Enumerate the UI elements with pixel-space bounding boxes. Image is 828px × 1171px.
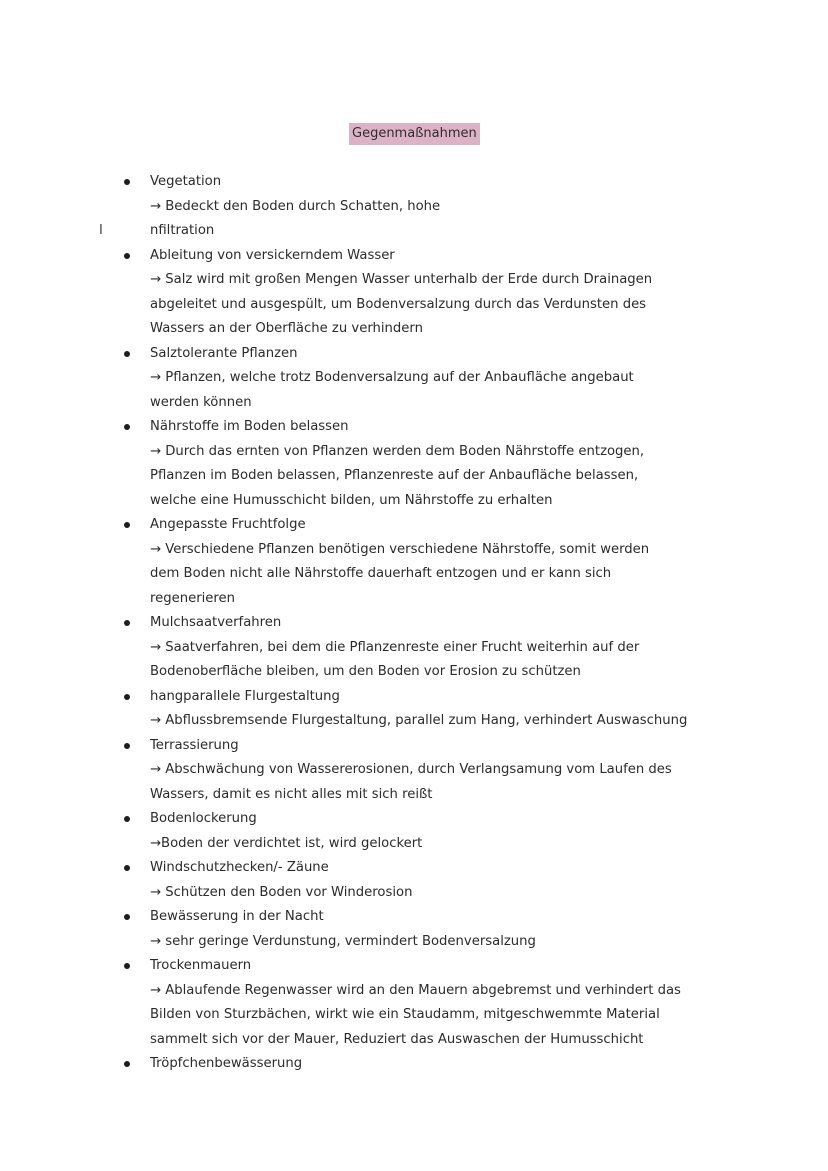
list-item [150, 807, 750, 856]
list-item-text: → sehr geringe Verdunstung, vermindert Bodenversalzung [150, 933, 536, 949]
bullet-icon [124, 179, 130, 185]
list-item-text: → Abschwächung von Wassererosionen, durch Verlangsamung vom Laufen des [150, 762, 672, 777]
list-item-heading: Angepasste Fruchtfolge [150, 517, 306, 532]
list-item-text: abgeleitet und ausgespült, um Bodenversalzung durch das Verdunsten des [150, 296, 647, 312]
list-item-text: → Ablaufende Regenwasser wird an den Mauern abgebremst und verhindert das [150, 982, 681, 998]
list-item-text: → Schützen den Boden vor Winderosion [150, 884, 413, 900]
page-title: Gegenmaßnahmen [349, 123, 480, 145]
list-item [150, 342, 750, 416]
bullet-icon [124, 351, 130, 357]
list-item [150, 244, 750, 342]
bullet-icon [124, 1061, 130, 1067]
list-item-text: → Durch das ernten von Pflanzen werden dem Boden Nährstoffe entzogen, [150, 443, 645, 459]
list-item [150, 513, 750, 611]
list-item-heading: Mulchsaatverfahren [150, 615, 282, 630]
bullet-icon [124, 620, 130, 626]
list-item-heading: Nährstoffe im Boden belassen [150, 419, 349, 434]
list-item-text: werden können [150, 394, 252, 410]
list-item [150, 905, 750, 954]
bullet-icon [124, 816, 130, 822]
bullet-icon [124, 522, 130, 528]
list-item-text: →Boden der verdichtet ist, wird gelockert [150, 835, 423, 851]
list-item-text: → Verschiedene Pflanzen benötigen verschiedene Nährstoffe, somit werden [150, 541, 650, 557]
list-item-heading: Terrassierung [150, 737, 239, 753]
list-item [150, 734, 750, 808]
list-item-heading: Bewässerung in der Nacht [150, 909, 324, 924]
bullet-icon [124, 743, 130, 749]
list-item-text: → Bedeckt den Boden durch Schatten, hohe [150, 198, 441, 214]
list-item-text: welche eine Humusschicht bilden, um Nährstoffe zu erhalten [150, 492, 553, 508]
bullet-icon [124, 253, 130, 259]
margin-mark: I [99, 223, 103, 238]
measures-list [150, 170, 750, 1077]
list-item [150, 1052, 750, 1077]
list-item-heading: Windschutzhecken/- Zäune [150, 860, 329, 875]
list-item-text: → Saatverfahren, bei dem die Pflanzenreste einer Frucht weiterhin auf der [150, 639, 640, 655]
list-item-text: dem Boden nicht alle Nährstoffe dauerhaft entzogen und er kann sich [150, 566, 612, 581]
bullet-icon [124, 424, 130, 430]
list-item-heading: Vegetation [150, 174, 222, 189]
list-item-text: → Salz wird mit großen Mengen Wasser unterhalb der Erde durch Drainagen [150, 272, 653, 287]
list-item [150, 954, 750, 1052]
list-item-heading: Salztolerante Pflanzen [150, 345, 298, 361]
list-item-heading: hangparallele Flurgestaltung [150, 688, 340, 704]
list-item-heading: Tröpfchenbewässerung [150, 1056, 303, 1071]
list-item-heading: Bodenlockerung [150, 811, 257, 826]
list-item-text: → Pflanzen, welche trotz Bodenversalzung auf der Anbaufläche angebaut [150, 370, 634, 385]
list-item [150, 415, 750, 513]
list-item-text: Pflanzen im Boden belassen, Pflanzenreste auf der Anbaufläche belassen, [150, 468, 639, 483]
bullet-icon [124, 914, 130, 920]
list-item-text: Wassers, damit es nicht alles mit sich reißt [150, 786, 433, 802]
list-item-heading: Trockenmauern [150, 958, 252, 973]
bullet-icon [124, 963, 130, 969]
list-item [150, 685, 750, 734]
list-item-text: sammelt sich vor der Mauer, Reduziert das Auswaschen der Humusschicht [150, 1031, 644, 1047]
list-item-text: Bilden von Sturzbächen, wirkt wie ein Staudamm, mitgeschwemmte Material [150, 1007, 660, 1022]
list-item-text: nfiltration [150, 223, 215, 238]
list-item [150, 856, 750, 905]
list-item-text: → Abflussbremsende Flurgestaltung, parallel zum Hang, verhindert Auswaschung [150, 713, 688, 728]
list-item-text: Wassers an der Oberfläche zu verhindern [150, 321, 423, 336]
list-item-text: Bodenoberfläche bleiben, um den Boden vor Erosion zu schützen [150, 664, 581, 679]
list-item-heading: Ableitung von versickerndem Wasser [150, 247, 395, 263]
list-item [150, 611, 750, 685]
list-item [150, 170, 750, 244]
list-item-text: regenerieren [150, 590, 236, 606]
bullet-icon [124, 865, 130, 871]
bullet-icon [124, 694, 130, 700]
